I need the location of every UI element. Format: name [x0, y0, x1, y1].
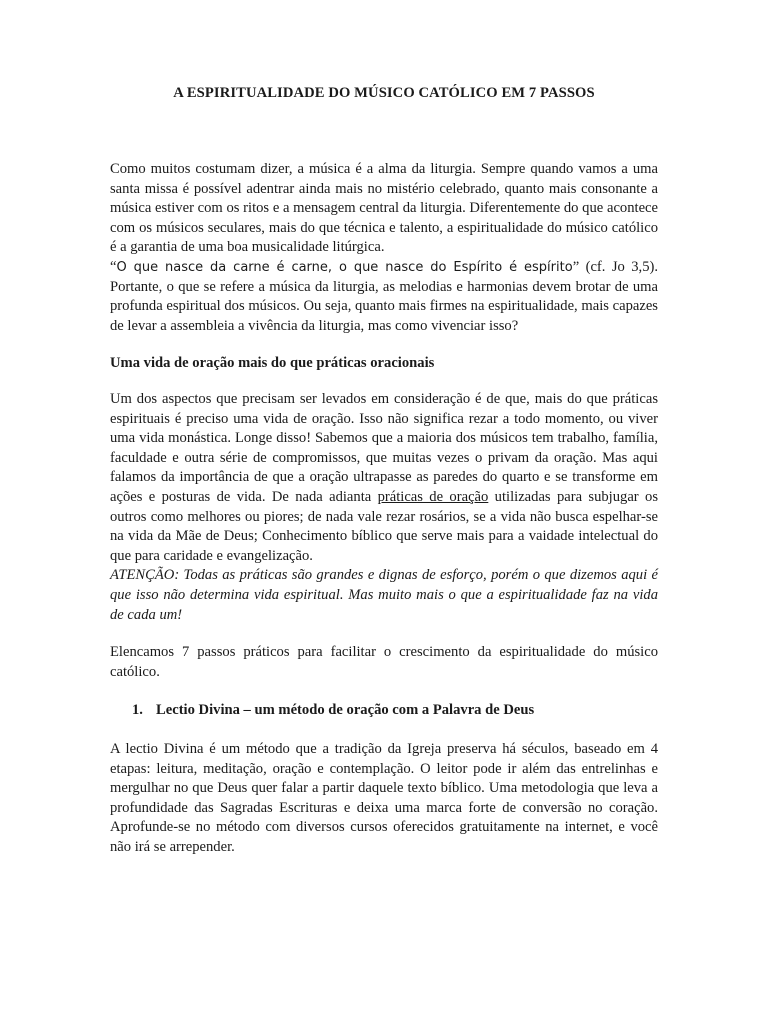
scripture-quote-part-1: O que nasce da carne é carne, o que nasce do Espírito é: [116, 259, 518, 275]
prayer-practices-link[interactable]: práticas de oração: [377, 488, 489, 505]
document-title: A ESPIRITUALIDADE DO MÚSICO CATÓLICO EM 7 PASSOS: [173, 85, 595, 101]
intro-paragraph-2: [110, 258, 658, 336]
intro-section: [110, 160, 658, 336]
prayer-life-text-b: utilizadas para subjugar os outros como melhores ou piores; de nada vale rezar rosários, se a vida não busca espelhar-se na vida da Mãe de Deus; Conhecimento bíblico que serve mais para a vaidade intelectual do que para caridade e evangelização.: [110, 488, 658, 564]
prayer-life-text-a: Um dos aspectos que precisam ser levados em consideração é de que, mais do que práticas espirituais é preciso uma vida de oração. Isso não significa rezar a todo momento, ou viver uma vida monástica. Longe disso! Sabemos que a maioria dos músicos tem trabalho, família, faculdade e outra série de compromissos, que muitas vezes o privam da oração. Mas aqui falamos da importância de que a oração ultrapasse as paredes do quarto e se transforme em ações e posturas de vida. De nada adianta: [110, 391, 658, 505]
prayer-life-section: [110, 390, 658, 625]
steps-intro-paragraph: Elencamos 7 passos práticos para facilitar o crescimento da espiritualidade do músico católico.: [110, 644, 658, 680]
step-1-title: Lectio Divina – um método de oração com a Palavra de Deus: [156, 702, 535, 718]
step-1-heading: [132, 700, 534, 720]
step-1-body: A lectio Divina é um método que a tradição da Igreja preserva há séculos, baseado em 4 etapas: leitura, meditação, oração e contemplação. O leitor pode ir além das entrelinhas e mergulhar no que Deus quer falar a partir daquele texto bíblico. Uma metodologia que leva a profundidade das Sagradas Escrituras e deixa uma marca forte de conversão no coração. Aprofunde-se no método com diversos cursos oferecidos gratuitamente na internet, e você não irá se arrepender.: [110, 741, 658, 855]
scripture-quote: [116, 260, 572, 275]
attention-note: ATENÇÃO: Todas as práticas são grandes e dignas de esforço, porém o que dizemos aqui é que isso não determina vida espiritual. Mas muito mais o que a espiritualidade faz na vida de cada um!: [110, 567, 658, 623]
section-heading-prayer-life: Uma vida de oração mais do que práticas oracionais: [110, 355, 435, 371]
intro-paragraph-2-rest: ” (cf. Jo 3,5). Portante, o que se refere a música da liturgia, as melodias e harmonias devem brotar de uma profunda espiritual dos músicos. Ou seja, quanto mais firmes na espiritualidade, mais capazes de levar a assembleia a vivência da liturgia, mas como vivenciar isso?: [110, 258, 659, 334]
prayer-life-paragraph: [110, 390, 658, 566]
step-1-number: 1.: [132, 702, 143, 718]
intro-paragraph-1: Como muitos costumam dizer, a música é a alma da liturgia. Sempre quando vamos a uma santa missa é possível adentrar ainda mais no mistério celebrado, quanto mais consonante a música estiver com os ritos e a mensagem central da liturgia. Diferentemente do que acontece com os músicos seculares, mais do que técnica e talento, a espiritualidade do músico católico é a garantia de uma boa musicalidade litúrgica.: [110, 161, 658, 256]
open-quote: “: [110, 258, 117, 275]
scripture-quote-part-2: espírito: [517, 259, 573, 275]
